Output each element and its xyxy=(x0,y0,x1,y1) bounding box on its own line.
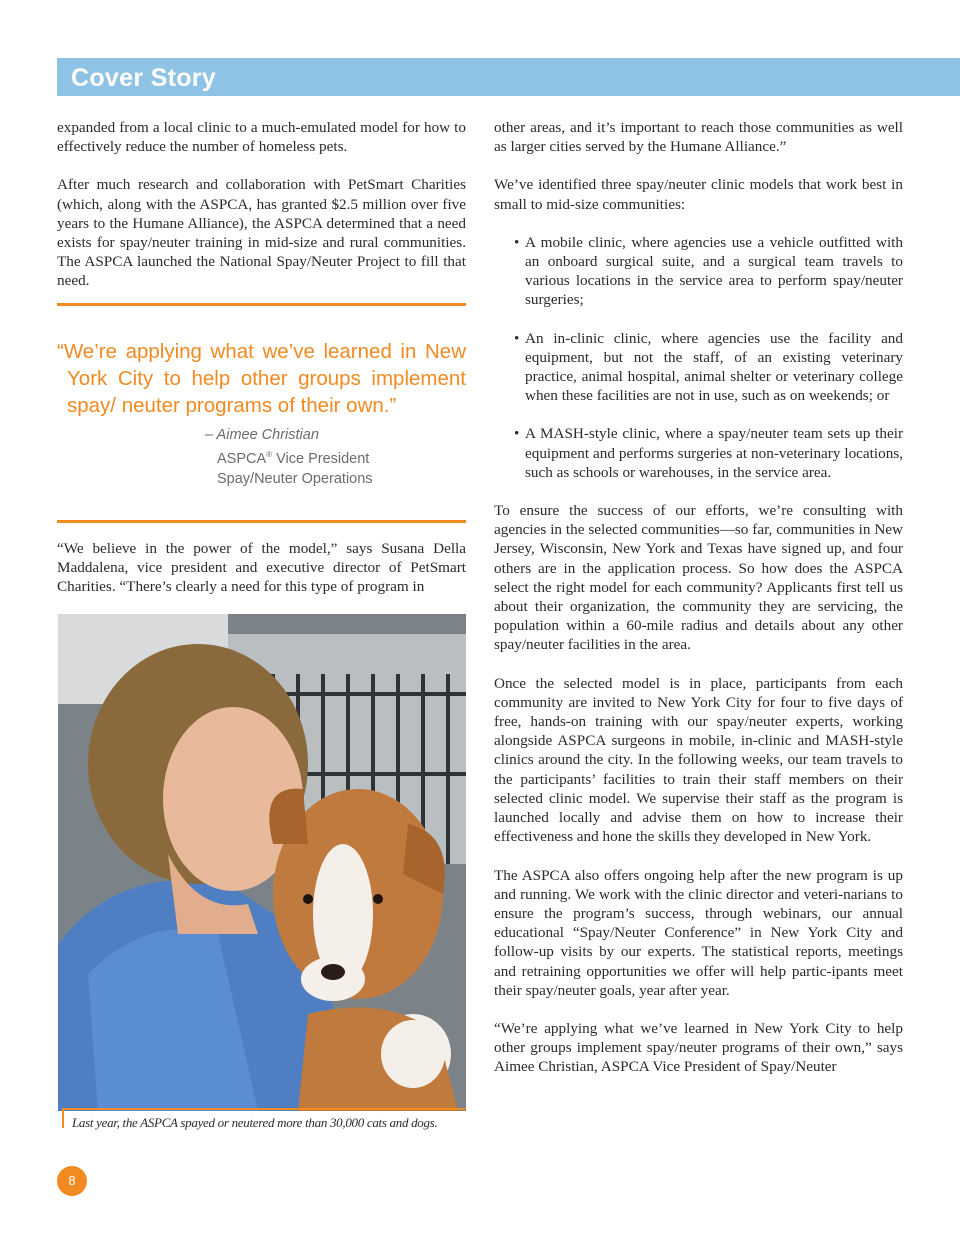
paragraph: Once the selected model is in place, participants from each community are invited to New York City for four to five days of free, hands-on training with our spay/neuter experts, working alongside ASPCA surgeons in mobile, in-clinic and MASH-style clinics around the city. In the following weeks, our team travels to the participants’ facilities to train their staff members on their selected clinic model. We supervise their staff as the program is launched locally and advise them on how to increase their effectiveness and hone the skills they developed in New York. xyxy=(494,674,903,846)
list-item: • A mobile clinic, where agencies use a vehicle outfitted with an onboard surgical suite, and a surgical team travels to various locations in the service area to perform spay/neuter surgeries; xyxy=(514,233,903,309)
pull-quote-attribution xyxy=(205,425,466,489)
paragraph: To ensure the success of our efforts, we’re consulting with agencies in the selected communities—so far, communities in New Jersey, Wisconsin, New York and Texas have signed up, and four others are in the application process. So how does the ASPCA select the right model for each community? Applicants first tell us about their organization, the community they are servicing, the population within a 60-mile radius and details about any other spay/neuter facilities in the area. xyxy=(494,502,903,654)
caption-rule xyxy=(62,1108,466,1110)
caption-rule-tick xyxy=(62,1108,64,1128)
photo-caption: Last year, the ASPCA spayed or neutered more than 30,000 cats and dogs. xyxy=(72,1115,438,1130)
bullet-icon: • xyxy=(514,425,520,443)
paragraph: expanded from a local clinic to a much-emulated model for how to effectively reduce the number of homeless pets. xyxy=(57,119,466,156)
page-number: 8 xyxy=(57,1166,87,1196)
bullet-icon: • xyxy=(514,329,520,347)
left-column-top xyxy=(57,118,466,291)
list-item: • A MASH-style clinic, where a spay/neuter team sets up their equipment and performs surgeries at non-veterinary locations, such as schools or warehouses, in the service area. xyxy=(514,425,903,481)
attribution-title: ASPCA® Vice President xyxy=(217,450,370,467)
photo-illustration xyxy=(58,614,466,1111)
woman-holding-puppy-photo xyxy=(58,614,466,1111)
paragraph: “We’re applying what we’ve learned in New York City to help other groups implement spay/neuter programs of their own,” says Aimee Christian, ASPCA Vice President of Spay/Neuter xyxy=(494,1019,903,1076)
paragraph: The ASPCA also offers ongoing help after the new program is up and running. We work with the clinic director and veteri-narians to ensure the program’s success, through webinars, our annual educational “Spay/Neuter Conference” in New York City and follow-up visits by our experts. The statistical reports, meetings and retraining opportunities we offer will help partic-ipants meet their spay/neuter goals, year after year. xyxy=(494,866,903,999)
paragraph: other areas, and it’s important to reach those communities as well as larger cities served by the Humane Alliance.” xyxy=(494,119,903,156)
paragraph: “We believe in the power of the model,” says Susana Della Maddalena, vice president and executive director of PetSmart Charities. “There’s clearly a need for this type of program in xyxy=(57,540,466,596)
pull-quote-top-rule xyxy=(57,303,466,306)
attribution-department: Spay/Neuter Operations xyxy=(217,470,373,487)
right-column xyxy=(494,118,903,1077)
pull-quote-bottom-rule xyxy=(57,520,466,523)
paragraph: We’ve identified three spay/neuter clinic models that work best in small to mid-size communities: xyxy=(494,176,903,213)
list-item: • An in-clinic clinic, where agencies use the facility and equipment, but not the staff, of an existing veterinary practice, animal hospital, animal shelter or veterinary college when these facilities are not in use, such as on weekends; or xyxy=(514,329,903,405)
bullet-icon: • xyxy=(514,233,520,251)
pull-quote xyxy=(57,338,466,489)
section-title: Cover Story xyxy=(71,64,217,92)
section-header-bar xyxy=(57,58,960,96)
pull-quote-text: “We’re applying what we’ve learned in New York City to help other groups implement spay/ neuter programs of their own.” xyxy=(57,340,466,417)
paragraph: After much research and collaboration with PetSmart Charities (which, along with the ASPCA, has granted $2.5 million over five years to the Humane Alliance), the ASPCA determined that a need exists for spay/neuter training in mid-size and rural communities. The ASPCA launched the National Spay/Neuter Project to fill that need. xyxy=(57,176,466,290)
left-column-bottom xyxy=(57,539,466,597)
attribution-name: – Aimee Christian xyxy=(205,427,319,443)
